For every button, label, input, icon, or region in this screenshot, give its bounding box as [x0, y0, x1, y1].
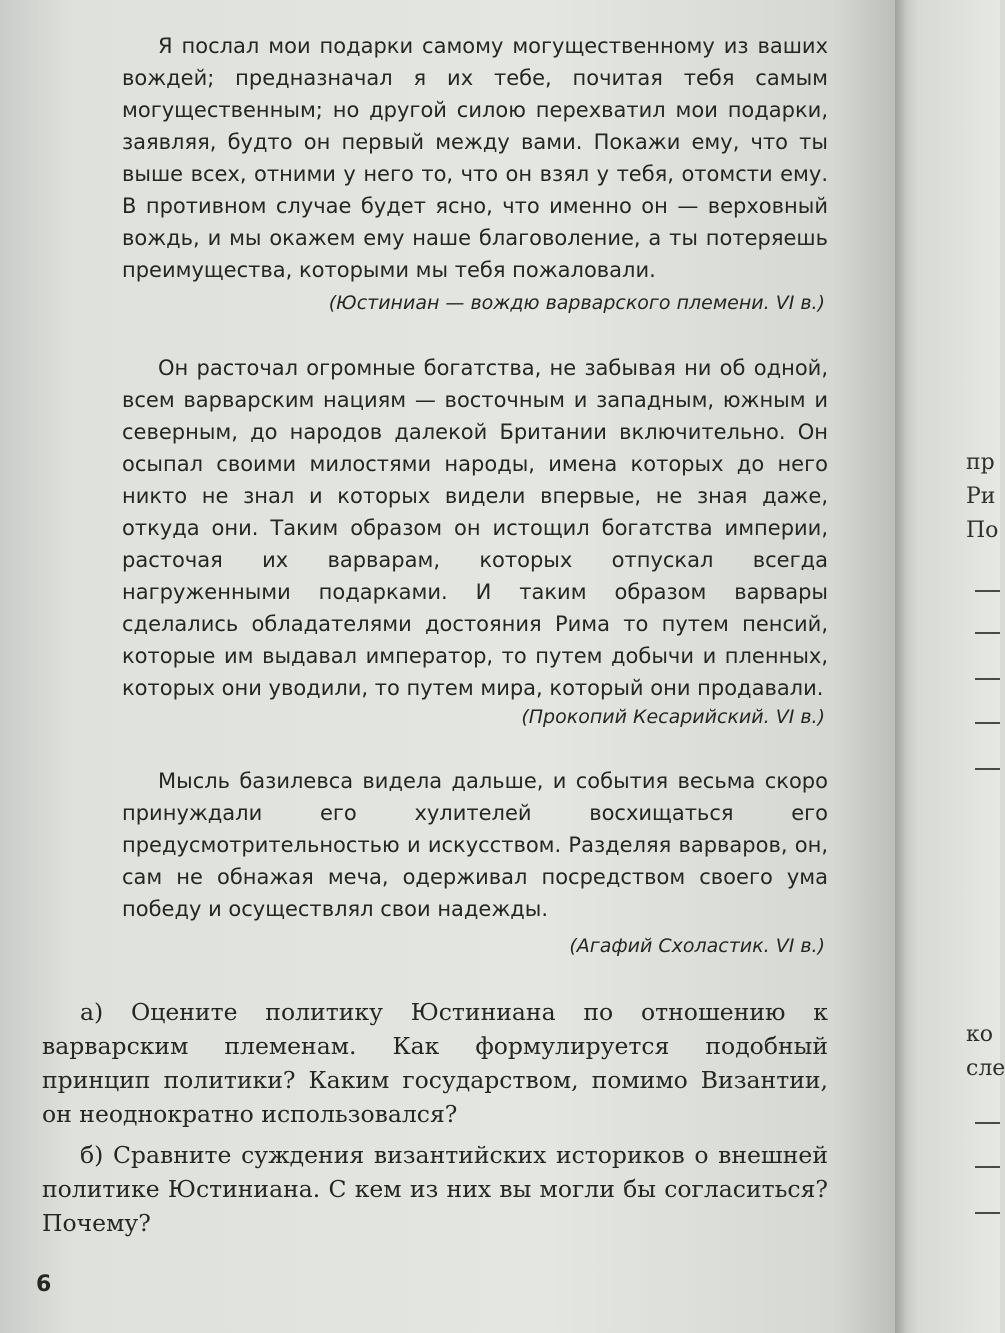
source-quote-3: Мысль базилевса видела дальше, и события весьма скоро принуждали его хулителей восхищаться его предусмотрительностью и искусством. Разделяя варваров, он, сам не обнажая меча, одерживал посредством своего ума победу и осуществлял свои надежды.	[122, 769, 828, 921]
right-page-rule	[975, 1212, 1000, 1214]
right-page-fragment: ко	[966, 1022, 993, 1047]
right-page-fragment: По	[966, 518, 999, 543]
question-a: а) Оцените политику Юстиниана по отношению к варварским племенам. Как формулируется подобный принцип политики? Каким государством, помимо Византии, он неоднократно использовался?	[42, 998, 828, 1128]
right-page-fragment: сле	[966, 1056, 1005, 1081]
right-page-rule	[975, 1122, 1000, 1124]
right-page-rule	[975, 722, 1000, 724]
question-b: б) Сравните суждения византийских историков о внешней политике Юстиниана. С кем из них вы могли бы согласиться? Почему?	[42, 1141, 828, 1237]
page-number: 6	[36, 1272, 52, 1297]
right-page-rule	[975, 632, 1000, 634]
source-quote-2: Он расточал огромные богатства, не забывая ни об одной, всем варварским нациям — восточным и западным, южным и северным, до народов далекой Британии включительно. Он осыпал своими милостями народы, имена которых до него никто не знал и которых видели впервые, не зная даже, откуда они. Таким образом он истощил богатства империи, расточая их варварам, которых отпускал всегда нагруженными подарками. И таким образом варвары сделались обладателями достояния Рима то путем пенсий, которые им выдавал император, то путем добычи и пленных, которых они уводили, то путем мира, который они продавали.	[122, 356, 828, 700]
source-attribution-2: (Прокопий Кесарийский. VI в.)	[521, 706, 825, 728]
right-page-rule	[975, 1166, 1000, 1168]
right-page-fragment: Ри	[966, 484, 996, 509]
right-page	[920, 0, 1005, 1333]
right-page-rule	[975, 678, 1000, 680]
right-page-rule	[975, 768, 1000, 770]
source-quote-1: Я послал мои подарки самому могущественному из ваших вождей; предназначал я их тебе, почитая тебя самым могущественным; но другой силою перехватил мои подарки, заявляя, будто он первый между вами. Покажи ему, что ты выше всех, отними у него то, что он взял у тебя, отомсти ему. В противном случае будет ясно, что именно он — верховный вождь, и мы окажем ему наше благоволение, а ты потеряешь преимущества, которыми мы тебя пожаловали.	[122, 34, 828, 282]
source-attribution-1: (Юстиниан — вождю варварского племени. VI в.)	[328, 292, 825, 314]
right-page-rule	[975, 590, 1000, 592]
right-page-fragment: пр	[966, 450, 995, 475]
source-attribution-3: (Агафий Схоластик. VI в.)	[569, 935, 825, 957]
